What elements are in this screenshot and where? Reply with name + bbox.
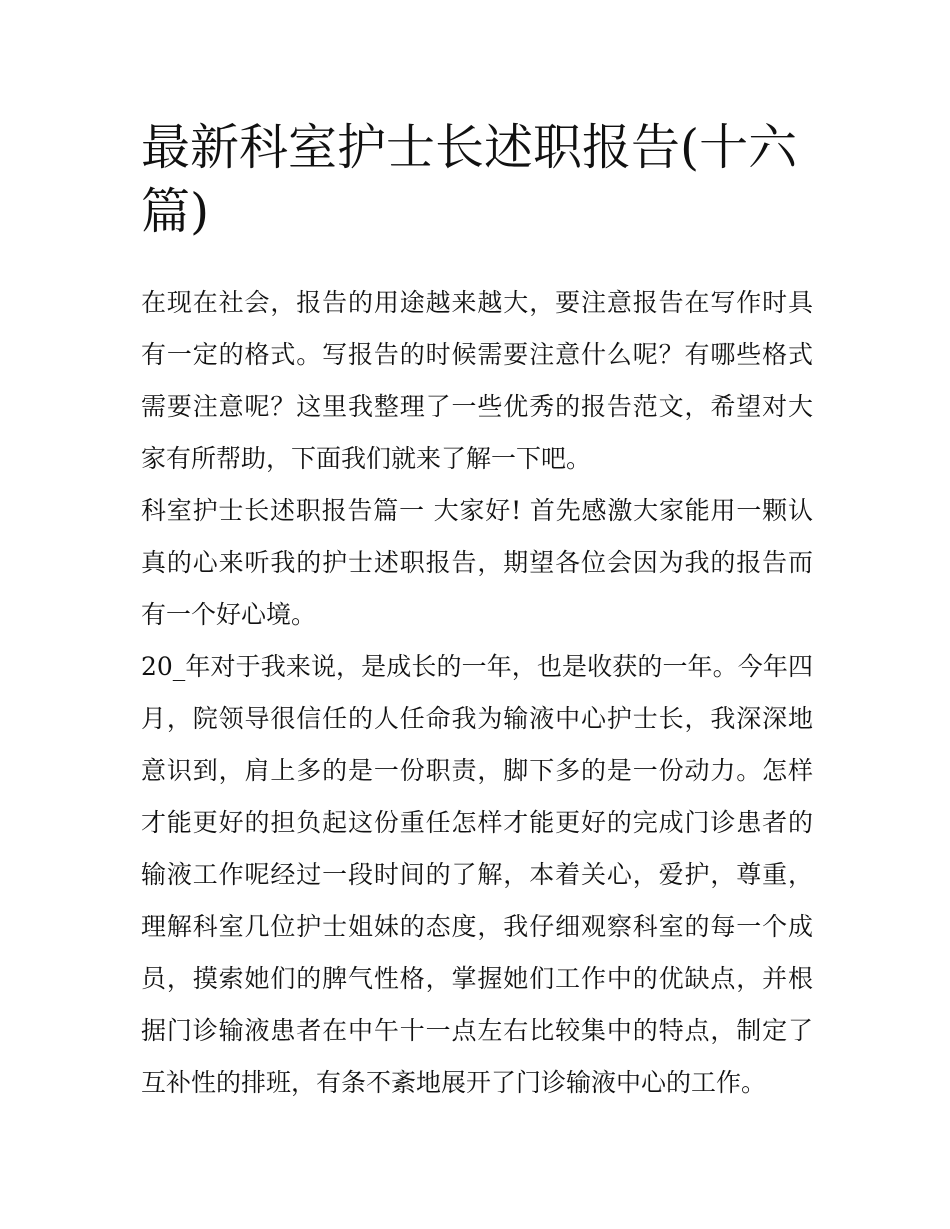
document-title: 最新科室护士长述职报告(十六篇) [141,119,798,240]
document-body [141,116,813,1109]
intro-paragraph: 在现在社会，报告的用途越来越大，要注意报告在写作时具有一定的格式。写报告的时候需要注意什么呢？有哪些格式需要注意呢？这里我整理了一些优秀的报告范文，希望对大家有所帮助，下面我们就来了解一下吧。 [141,288,813,473]
report-opening-paragraph: 科室护士长述职报告篇一 大家好! 首先感激大家能用一颗认真的心来听我的护士述职报告，期望各位会因为我的报告而有一个好心境。 [141,496,813,629]
report-body-paragraph: 20_年对于我来说，是成长的一年，也是收获的一年。今年四月，院领导很信任的人任命我为输液中心护士长，我深深地意识到，肩上多的是一份职责，脚下多的是一份动力。怎样才能更好的担负起这份重任怎样才能更好的完成门诊患者的输液工作呢经过一段时间的了解，本着关心，爱护，尊重，理解科室几位护士姐妹的态度，我仔细观察科室的每一个成员，摸索她们的脾气性格，掌握她们工作中的优缺点，并根据门诊输液患者在中午十一点左右比较集中的特点，制定了互补性的排班，有条不紊地展开了门诊输液中心的工作。 [141,652,813,1097]
